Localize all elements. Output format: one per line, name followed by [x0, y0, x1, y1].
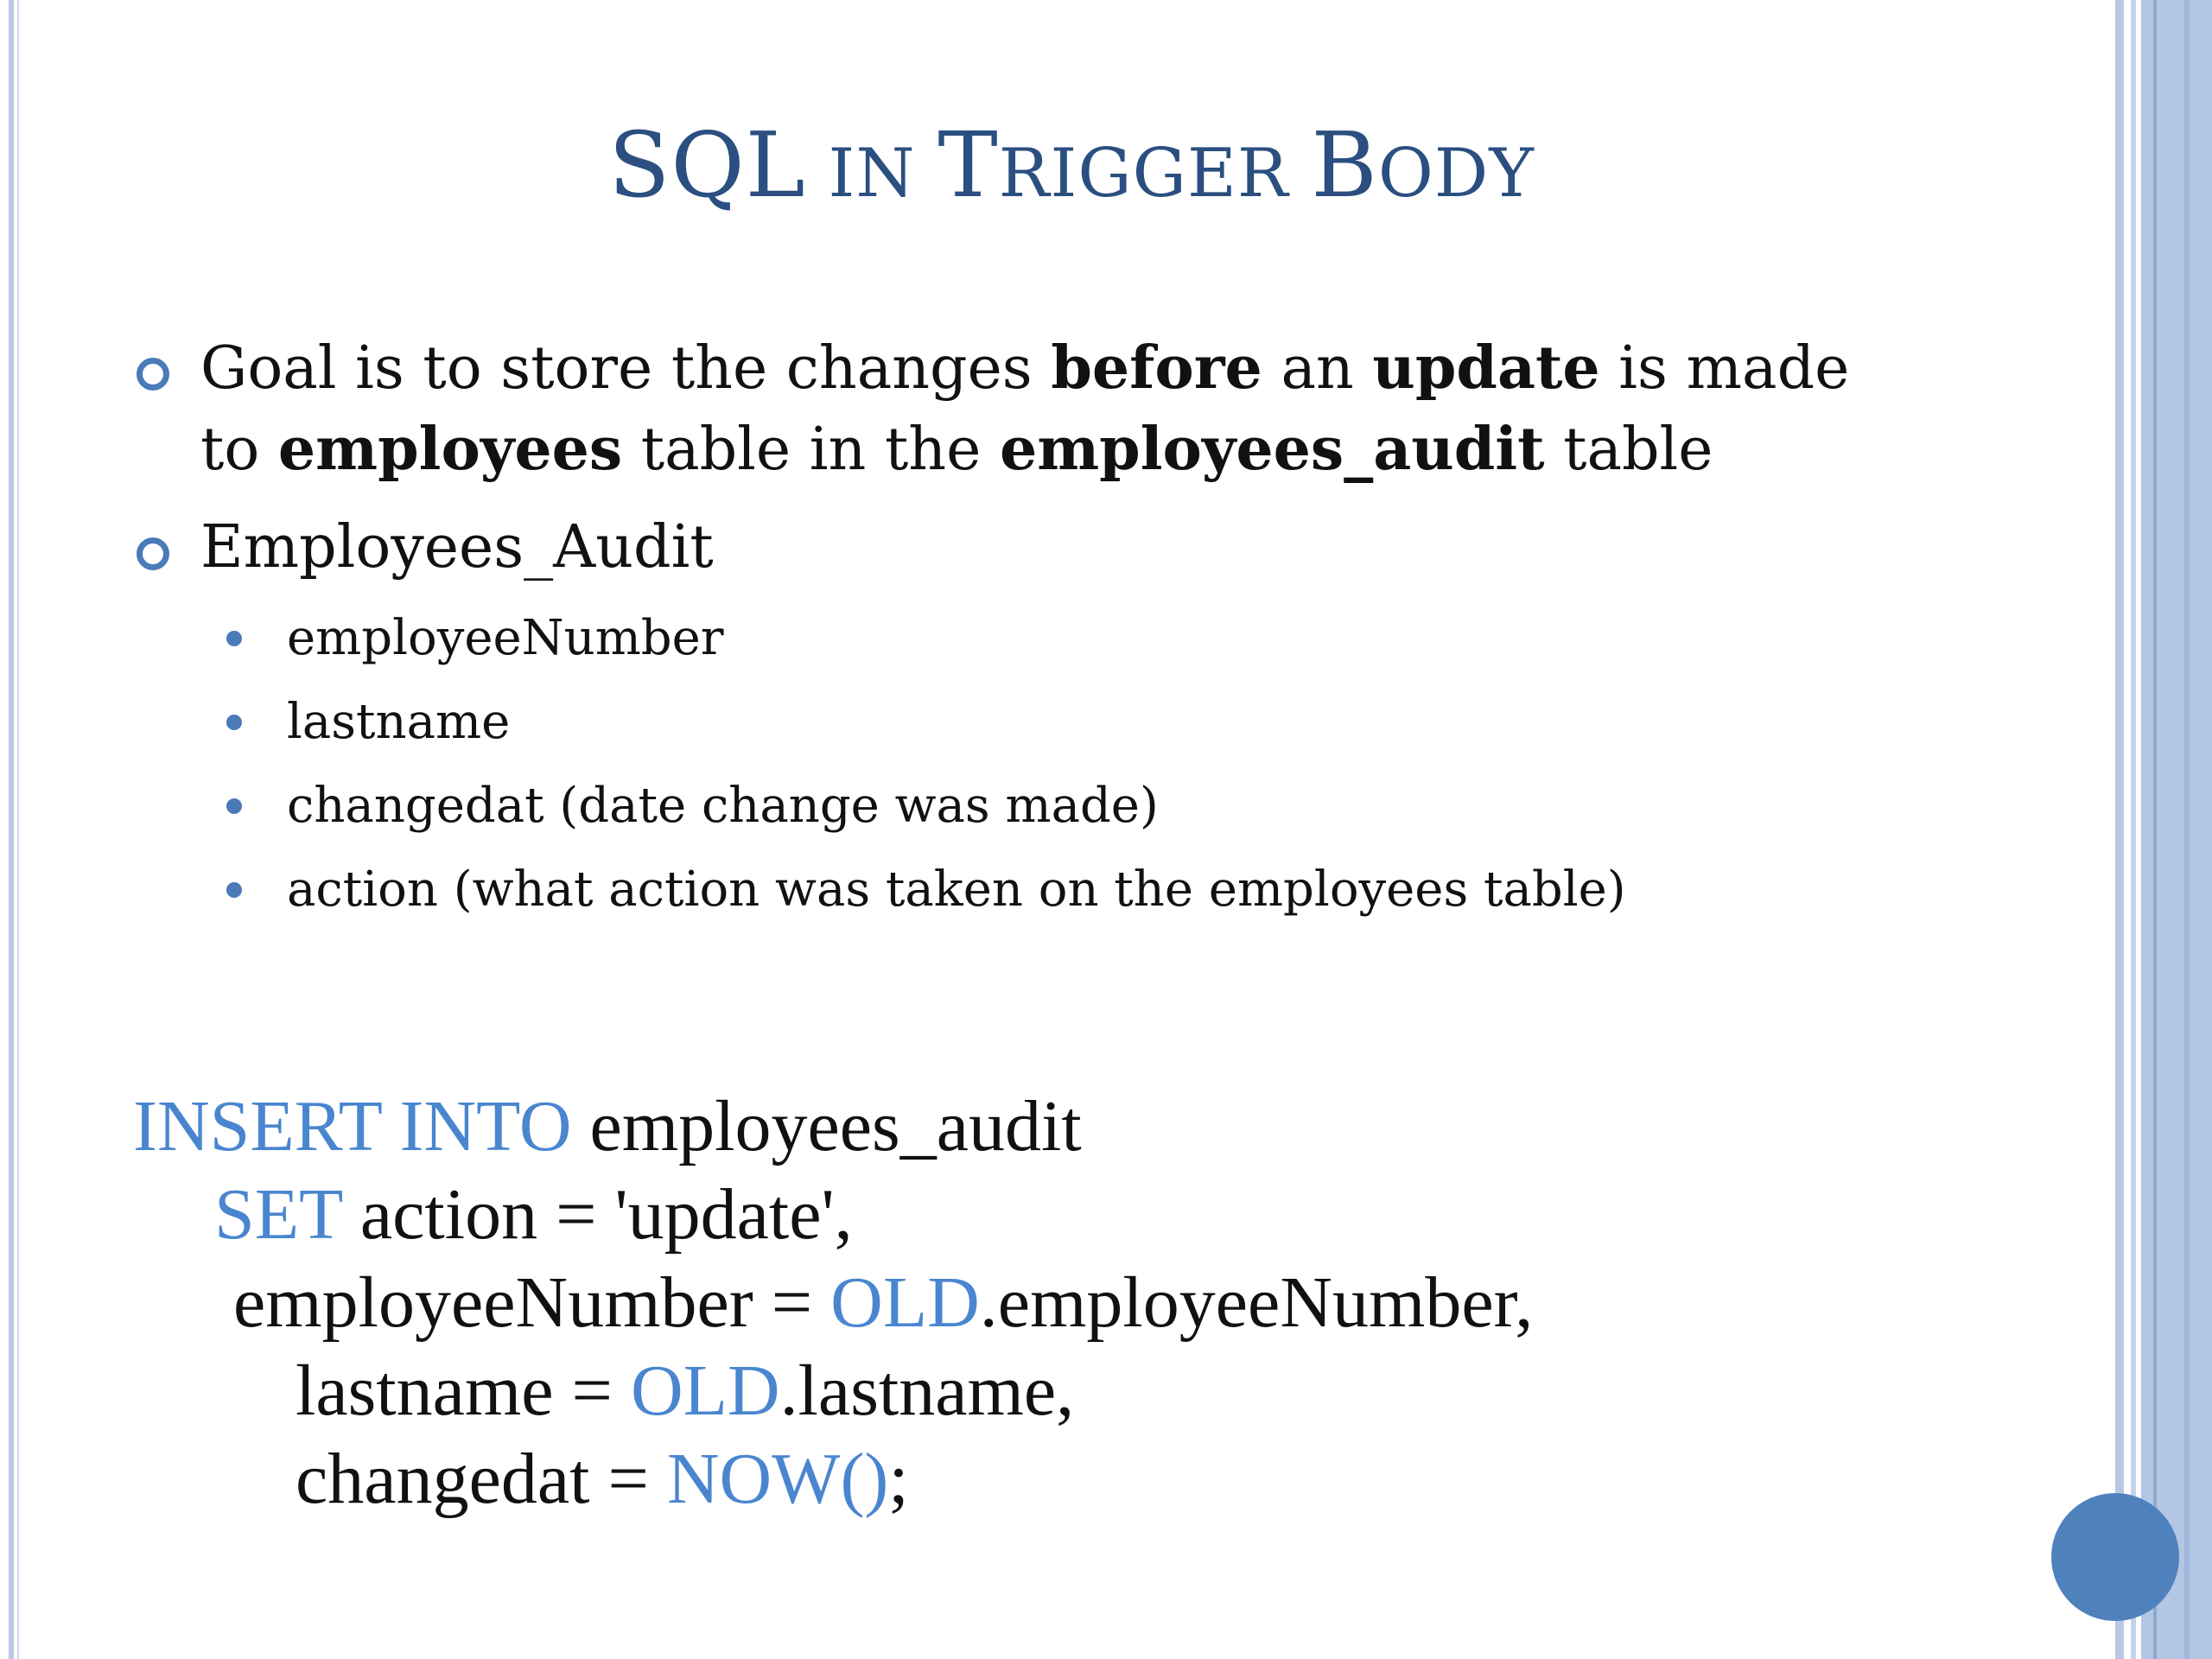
hollow-circle-bullet-icon	[137, 358, 169, 391]
sub-item: action (what action was taken on the employees table)	[287, 861, 1626, 918]
bullet-text: table	[1544, 416, 1713, 484]
sql-keyword: SET	[214, 1174, 342, 1255]
title-part: RIGGER	[998, 135, 1312, 213]
sql-keyword: OLD	[830, 1262, 980, 1343]
code-line-2	[214, 1172, 853, 1258]
sql-keyword: NOW()	[666, 1439, 889, 1519]
bullet-text: Goal is to store the changes	[200, 334, 1052, 403]
code-text: lastname =	[296, 1351, 631, 1431]
dot-bullet-icon	[226, 631, 242, 646]
right-border-stripe	[2153, 0, 2157, 1659]
bullet-bold-text: before	[1051, 334, 1262, 403]
title-part: ODY	[1377, 135, 1535, 213]
bullet-bold-text: employees	[277, 415, 623, 484]
bullet-text: is made	[1599, 334, 1850, 403]
bullet-bold-text: update	[1372, 334, 1600, 403]
sql-keyword: INSERT INTO	[133, 1086, 572, 1166]
code-text: ;	[888, 1439, 909, 1519]
hollow-circle-bullet-icon	[137, 537, 169, 570]
bullet-goal-line1	[200, 327, 1849, 410]
code-text: .lastname,	[779, 1351, 1075, 1431]
slide-title	[0, 112, 2143, 218]
sub-item: changedat (date change was made)	[287, 778, 1159, 834]
code-text: .employeeNumber,	[979, 1262, 1534, 1343]
code-text: employees_audit	[571, 1086, 1082, 1166]
bullet-text: an	[1262, 334, 1373, 403]
right-border-stripe	[2131, 0, 2136, 1659]
code-line-4	[296, 1348, 1074, 1434]
right-border-stripe	[2115, 0, 2124, 1659]
right-border-stripe	[2141, 0, 2212, 1659]
sql-keyword: OLD	[630, 1351, 780, 1431]
bullet-bold-text: employees_audit	[999, 415, 1545, 484]
bullet-text: to	[200, 416, 278, 484]
dot-bullet-icon	[226, 798, 242, 814]
decorative-circle-icon	[2051, 1493, 2179, 1621]
code-line-5	[296, 1436, 909, 1522]
code-text: changedat =	[296, 1439, 667, 1519]
sub-item: lastname	[287, 694, 511, 750]
code-text: employeeNumber =	[233, 1262, 831, 1343]
title-part: SQL	[608, 112, 806, 218]
title-part: IN	[805, 135, 938, 213]
dot-bullet-icon	[226, 882, 242, 898]
right-border-stripe	[2184, 0, 2190, 1659]
dot-bullet-icon	[226, 715, 242, 730]
bullet-goal-line2	[200, 409, 1713, 491]
code-line-3	[233, 1260, 1533, 1346]
bullet-text: table in the	[622, 416, 1000, 484]
bullet-employees-audit: Employees_Audit	[200, 513, 714, 582]
left-border-stripe	[17, 0, 19, 1659]
code-text: action = 'update',	[341, 1174, 853, 1255]
code-line-1	[133, 1084, 1082, 1170]
title-part: T	[938, 112, 999, 218]
sub-item: employeeNumber	[287, 610, 724, 666]
title-part: B	[1311, 112, 1378, 218]
left-border-stripe	[9, 0, 14, 1659]
